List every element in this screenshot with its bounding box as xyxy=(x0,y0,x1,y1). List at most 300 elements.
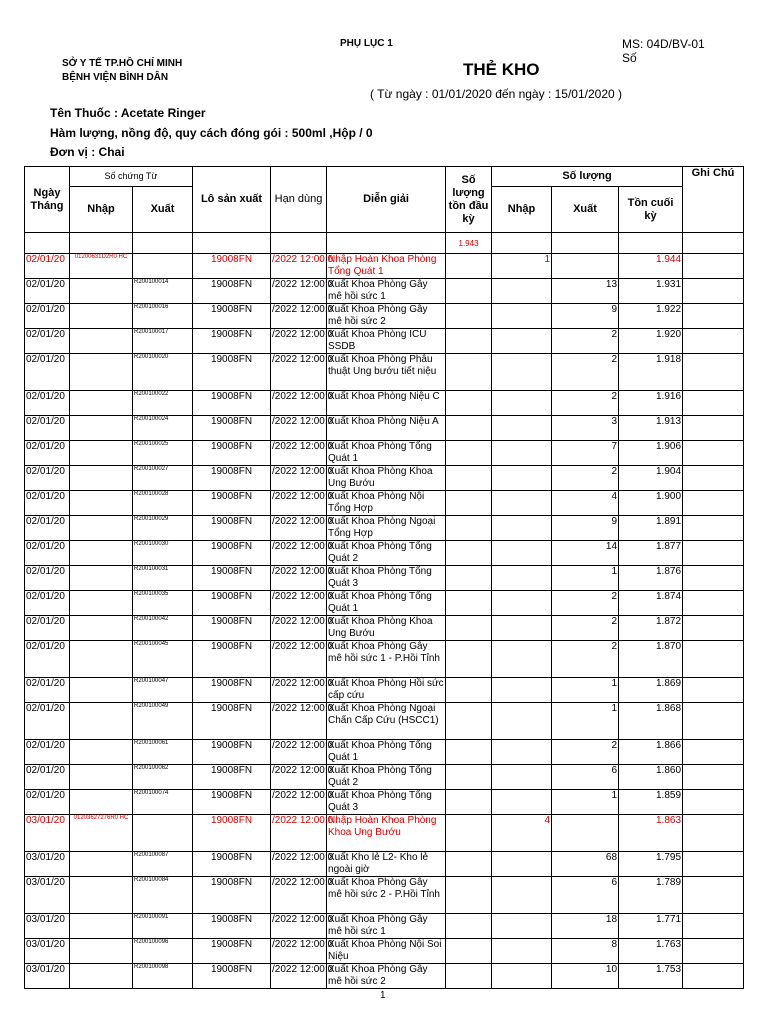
row-date: 02/01/20 xyxy=(25,765,70,790)
row-closing: 1.763 xyxy=(619,939,683,964)
row-qty-import xyxy=(492,566,552,591)
row-note xyxy=(683,591,744,616)
row-qty-import: 4 xyxy=(492,815,552,852)
row-expiry: /2022 12:00:0 xyxy=(271,541,327,566)
row-lot: 19008FN xyxy=(193,354,271,391)
row-note xyxy=(683,391,744,416)
row-expiry: /2022 12:00:0 xyxy=(271,354,327,391)
row-note xyxy=(683,703,744,740)
row-note xyxy=(683,616,744,641)
row-import-no xyxy=(70,964,133,989)
row-qty-export: 1 xyxy=(552,566,619,591)
row-lot: 19008FN xyxy=(193,877,271,914)
row-expiry: /2022 12:00:0 xyxy=(271,566,327,591)
row-closing: 1.795 xyxy=(619,852,683,877)
row-lot: 19008FN xyxy=(193,441,271,466)
row-qty-import xyxy=(492,304,552,329)
table-row xyxy=(25,416,744,441)
row-date: 03/01/20 xyxy=(25,815,70,852)
row-note xyxy=(683,416,744,441)
row-closing: 1.944 xyxy=(619,254,683,279)
row-opening xyxy=(446,765,492,790)
row-qty-export: 1 xyxy=(552,790,619,815)
row-expiry: /2022 12:00:0 xyxy=(271,254,327,279)
row-lot: 19008FN xyxy=(193,329,271,354)
table-row xyxy=(25,566,744,591)
row-import-no xyxy=(70,391,133,416)
row-date: 02/01/20 xyxy=(25,279,70,304)
row-closing: 1.931 xyxy=(619,279,683,304)
row-description: Xuất Khoa Phòng Phẫu thuật Ung bướu tiết niệu xyxy=(327,354,446,391)
row-export-no: R200100024 xyxy=(133,416,193,441)
row-export-no xyxy=(133,815,193,852)
row-note xyxy=(683,641,744,678)
row-qty-import xyxy=(492,541,552,566)
row-export-no xyxy=(133,254,193,279)
col-import-no: Nhập xyxy=(70,187,133,233)
row-opening xyxy=(446,491,492,516)
row-note xyxy=(683,516,744,541)
table-row xyxy=(25,466,744,491)
row-export-no: R200100098 xyxy=(133,964,193,989)
row-opening xyxy=(446,591,492,616)
row-export-no: R200100017 xyxy=(133,329,193,354)
row-export-no: R200100049 xyxy=(133,703,193,740)
row-export-no: R200100031 xyxy=(133,566,193,591)
row-import-no xyxy=(70,304,133,329)
row-export-no: R200100016 xyxy=(133,304,193,329)
page-title: THẺ KHO xyxy=(463,60,540,79)
row-qty-export: 8 xyxy=(552,939,619,964)
row-import-no xyxy=(70,354,133,391)
row-closing: 1.868 xyxy=(619,703,683,740)
row-date: 02/01/20 xyxy=(25,790,70,815)
row-opening xyxy=(446,939,492,964)
table-row xyxy=(25,441,744,466)
table-row xyxy=(25,939,744,964)
row-opening xyxy=(446,616,492,641)
row-export-no: R200100091 xyxy=(133,914,193,939)
table-row xyxy=(25,678,744,703)
row-expiry: /2022 12:00:0 xyxy=(271,641,327,678)
row-description: Nhập Hoàn Khoa Phòng Khoa Ung Bướu xyxy=(327,815,446,852)
row-note xyxy=(683,815,744,852)
row-qty-import xyxy=(492,354,552,391)
row-closing: 1.877 xyxy=(619,541,683,566)
appendix-label: PHỤ LỤC 1 xyxy=(340,38,393,49)
row-opening xyxy=(446,790,492,815)
row-date: 02/01/20 xyxy=(25,616,70,641)
row-description: Xuất Khoa Phòng Khoa Ung Bướu xyxy=(327,616,446,641)
row-import-no xyxy=(70,939,133,964)
row-qty-export: 9 xyxy=(552,516,619,541)
row-qty-import xyxy=(492,616,552,641)
row-expiry: /2022 12:00:0 xyxy=(271,329,327,354)
row-expiry: /2022 12:00:0 xyxy=(271,852,327,877)
row-import-no xyxy=(70,877,133,914)
row-description: Xuất Khoa Phòng Gây mê hồi sức 1 xyxy=(327,914,446,939)
row-lot: 19008FN xyxy=(193,616,271,641)
row-import-no xyxy=(70,790,133,815)
row-note xyxy=(683,678,744,703)
row-export-no: R200100045 xyxy=(133,641,193,678)
row-expiry: /2022 12:00:0 xyxy=(271,790,327,815)
row-expiry: /2022 12:00:0 xyxy=(271,491,327,516)
row-qty-import xyxy=(492,516,552,541)
row-qty-export: 14 xyxy=(552,541,619,566)
row-closing: 1.918 xyxy=(619,354,683,391)
row-qty-export: 7 xyxy=(552,441,619,466)
row-description: Xuất Khoa Phòng Tổng Quát 3 xyxy=(327,566,446,591)
table-row xyxy=(25,815,744,852)
row-lot: 19008FN xyxy=(193,541,271,566)
row-export-no: R200100096 xyxy=(133,939,193,964)
content-line: Hàm lượng, nồng độ, quy cách đóng gói : 500ml ,Hộp / 0 xyxy=(50,126,373,140)
col-qty-group: Số lượng xyxy=(492,167,683,187)
row-lot: 19008FN xyxy=(193,304,271,329)
form-code: MS: 04D/BV-01 xyxy=(622,37,705,51)
row-date: 02/01/20 xyxy=(25,541,70,566)
row-date: 02/01/20 xyxy=(25,416,70,441)
row-opening xyxy=(446,877,492,914)
row-opening xyxy=(446,852,492,877)
row-import-no xyxy=(70,914,133,939)
row-qty-import xyxy=(492,877,552,914)
col-qty-export: Xuất xyxy=(552,187,619,233)
row-qty-import xyxy=(492,740,552,765)
table-row xyxy=(25,703,744,740)
row-description: Xuất Khoa Phòng Tổng Quát 1 xyxy=(327,441,446,466)
row-note xyxy=(683,964,744,989)
so-label: Số xyxy=(622,51,637,65)
row-description: Xuất Khoa Phòng Gây mê hồi sức 2 xyxy=(327,964,446,989)
row-expiry: /2022 12:00:0 xyxy=(271,591,327,616)
row-qty-import xyxy=(492,641,552,678)
row-opening xyxy=(446,914,492,939)
col-export-no: Xuất xyxy=(133,187,193,233)
row-export-no: R200100027 xyxy=(133,466,193,491)
row-description: Xuất Khoa Phòng ICU SSDB xyxy=(327,329,446,354)
row-closing: 1.859 xyxy=(619,790,683,815)
row-qty-export: 68 xyxy=(552,852,619,877)
row-date: 02/01/20 xyxy=(25,740,70,765)
row-date: 02/01/20 xyxy=(25,516,70,541)
row-date: 02/01/20 xyxy=(25,466,70,491)
row-description: Nhập Hoàn Khoa Phòng Tổng Quát 1 xyxy=(327,254,446,279)
row-closing: 1.869 xyxy=(619,678,683,703)
row-opening xyxy=(446,466,492,491)
row-import-no xyxy=(70,765,133,790)
row-export-no: R200100035 xyxy=(133,591,193,616)
row-description: Xuất Khoa Phòng Niệu A xyxy=(327,416,446,441)
table-row xyxy=(25,852,744,877)
row-lot: 19008FN xyxy=(193,491,271,516)
row-opening xyxy=(446,641,492,678)
row-lot: 19008FN xyxy=(193,391,271,416)
row-opening xyxy=(446,566,492,591)
row-qty-export: 6 xyxy=(552,877,619,914)
row-expiry: /2022 12:00:0 xyxy=(271,616,327,641)
row-expiry: /2022 12:00:0 xyxy=(271,914,327,939)
row-expiry: /2022 12:00:0 xyxy=(271,304,327,329)
row-date: 03/01/20 xyxy=(25,877,70,914)
row-lot: 19008FN xyxy=(193,516,271,541)
row-description: Xuất Khoa Phòng Tổng Quát 2 xyxy=(327,541,446,566)
row-expiry: /2022 12:00:0 xyxy=(271,279,327,304)
row-export-no: R200100029 xyxy=(133,516,193,541)
row-description: Xuất Khoa Phòng Tổng Quát 2 xyxy=(327,765,446,790)
row-description: Xuất Khoa Phòng Khoa Ung Bướu xyxy=(327,466,446,491)
row-qty-export: 2 xyxy=(552,354,619,391)
row-qty-import xyxy=(492,591,552,616)
row-closing: 1.771 xyxy=(619,914,683,939)
row-qty-export: 10 xyxy=(552,964,619,989)
row-lot: 19008FN xyxy=(193,939,271,964)
opening-balance: 1.943 xyxy=(446,233,492,254)
row-lot: 19008FN xyxy=(193,416,271,441)
row-export-no: R200100062 xyxy=(133,765,193,790)
row-qty-export: 4 xyxy=(552,491,619,516)
row-note xyxy=(683,790,744,815)
table-row xyxy=(25,790,744,815)
col-expiry: Hạn dùng xyxy=(271,167,327,233)
row-import-no: 01200631D2R0 HC xyxy=(70,254,133,279)
row-lot: 19008FN xyxy=(193,678,271,703)
row-import-no xyxy=(70,591,133,616)
table-row xyxy=(25,541,744,566)
row-note xyxy=(683,939,744,964)
row-import-no: 01203627276R0 HC xyxy=(70,815,133,852)
row-closing: 1.870 xyxy=(619,641,683,678)
row-import-no xyxy=(70,541,133,566)
row-qty-import xyxy=(492,678,552,703)
row-qty-import: 1 xyxy=(492,254,552,279)
row-expiry: /2022 12:00:0 xyxy=(271,740,327,765)
drug-name-line: Tên Thuốc : Acetate Ringer xyxy=(50,106,206,120)
row-qty-import xyxy=(492,491,552,516)
row-import-no xyxy=(70,329,133,354)
row-description: Xuất Khoa Phòng Gây mê hồi sức 2 - P.Hồi Tỉnh xyxy=(327,877,446,914)
row-closing: 1.789 xyxy=(619,877,683,914)
table-row xyxy=(25,254,744,279)
col-voucher-group: Số chứng Từ xyxy=(70,167,193,187)
row-export-no: R200100022 xyxy=(133,391,193,416)
row-expiry: /2022 12:00:0 xyxy=(271,765,327,790)
row-lot: 19008FN xyxy=(193,591,271,616)
row-qty-export: 1 xyxy=(552,678,619,703)
row-date: 02/01/20 xyxy=(25,329,70,354)
row-qty-import xyxy=(492,441,552,466)
row-description: Xuất Khoa Phòng Ngoại Tổng Hợp xyxy=(327,516,446,541)
row-date: 02/01/20 xyxy=(25,591,70,616)
date-range: ( Từ ngày : 01/01/2020 đến ngày : 15/01/2020 ) xyxy=(370,87,622,101)
row-description: Xuất Khoa Phòng Tổng Quát 3 xyxy=(327,790,446,815)
row-expiry: /2022 12:00:0 xyxy=(271,815,327,852)
table-row xyxy=(25,516,744,541)
row-expiry: /2022 12:00:0 xyxy=(271,964,327,989)
row-description: Xuất Khoa Phòng Tổng Quát 1 xyxy=(327,591,446,616)
row-expiry: /2022 12:00:0 xyxy=(271,877,327,914)
row-date: 03/01/20 xyxy=(25,939,70,964)
row-qty-export: 2 xyxy=(552,466,619,491)
row-note xyxy=(683,354,744,391)
row-lot: 19008FN xyxy=(193,765,271,790)
row-import-no xyxy=(70,616,133,641)
row-qty-import xyxy=(492,790,552,815)
row-export-no: R200100061 xyxy=(133,740,193,765)
row-lot: 19008FN xyxy=(193,852,271,877)
row-closing: 1.891 xyxy=(619,516,683,541)
row-opening xyxy=(446,254,492,279)
row-note xyxy=(683,740,744,765)
unit-line: Đơn vị : Chai xyxy=(50,145,125,159)
table-row xyxy=(25,616,744,641)
row-opening xyxy=(446,354,492,391)
row-import-no xyxy=(70,279,133,304)
row-note xyxy=(683,541,744,566)
row-note xyxy=(683,304,744,329)
row-qty-export: 2 xyxy=(552,616,619,641)
row-lot: 19008FN xyxy=(193,566,271,591)
col-description: Diễn giải xyxy=(327,167,446,233)
row-opening xyxy=(446,304,492,329)
row-date: 02/01/20 xyxy=(25,641,70,678)
page-number: 1 xyxy=(380,990,386,1001)
row-description: Xuất Kho lẻ L2- Kho lẻ ngoài giờ xyxy=(327,852,446,877)
table-row xyxy=(25,329,744,354)
row-qty-export xyxy=(552,254,619,279)
row-expiry: /2022 12:00:0 xyxy=(271,441,327,466)
row-qty-export: 2 xyxy=(552,329,619,354)
row-lot: 19008FN xyxy=(193,254,271,279)
row-qty-import xyxy=(492,416,552,441)
row-import-no xyxy=(70,852,133,877)
row-qty-import xyxy=(492,765,552,790)
row-closing: 1.906 xyxy=(619,441,683,466)
row-qty-export xyxy=(552,815,619,852)
table-row xyxy=(25,765,744,790)
row-opening xyxy=(446,740,492,765)
row-export-no: R200100028 xyxy=(133,491,193,516)
row-description: Xuất Khoa Phòng Nội Tổng Hợp xyxy=(327,491,446,516)
row-date: 02/01/20 xyxy=(25,391,70,416)
row-closing: 1.913 xyxy=(619,416,683,441)
row-qty-export: 3 xyxy=(552,416,619,441)
row-note xyxy=(683,279,744,304)
row-description: Xuất Khoa Phòng Niệu C xyxy=(327,391,446,416)
table-row xyxy=(25,391,744,416)
row-opening xyxy=(446,703,492,740)
table-row xyxy=(25,354,744,391)
row-note xyxy=(683,466,744,491)
org-line-2: BỆNH VIỆN BÌNH DÂN xyxy=(62,72,169,83)
row-closing: 1.874 xyxy=(619,591,683,616)
row-qty-import xyxy=(492,329,552,354)
table-row xyxy=(25,641,744,678)
row-opening xyxy=(446,416,492,441)
row-export-no: R200100042 xyxy=(133,616,193,641)
row-opening xyxy=(446,964,492,989)
row-opening xyxy=(446,678,492,703)
row-date: 03/01/20 xyxy=(25,852,70,877)
row-note xyxy=(683,877,744,914)
row-import-no xyxy=(70,466,133,491)
row-lot: 19008FN xyxy=(193,964,271,989)
row-date: 02/01/20 xyxy=(25,566,70,591)
row-date: 03/01/20 xyxy=(25,964,70,989)
row-export-no: R200100020 xyxy=(133,354,193,391)
row-export-no: R200100074 xyxy=(133,790,193,815)
row-lot: 19008FN xyxy=(193,703,271,740)
row-export-no: R200100047 xyxy=(133,678,193,703)
table-row xyxy=(25,914,744,939)
row-qty-export: 2 xyxy=(552,391,619,416)
row-description: Xuất Khoa Phòng Nội Soi Niệu xyxy=(327,939,446,964)
col-closing: Tồn cuối kỳ xyxy=(619,187,683,233)
row-date: 02/01/20 xyxy=(25,491,70,516)
row-export-no: R200100030 xyxy=(133,541,193,566)
row-closing: 1.876 xyxy=(619,566,683,591)
col-lot: Lô sản xuất xyxy=(193,167,271,233)
row-import-no xyxy=(70,416,133,441)
row-expiry: /2022 12:00:0 xyxy=(271,678,327,703)
row-lot: 19008FN xyxy=(193,641,271,678)
row-qty-export: 2 xyxy=(552,740,619,765)
col-opening: Số lượng tồn đầu kỳ xyxy=(446,167,492,233)
row-closing: 1.860 xyxy=(619,765,683,790)
row-lot: 19008FN xyxy=(193,815,271,852)
table-row xyxy=(25,491,744,516)
row-note xyxy=(683,491,744,516)
row-qty-import xyxy=(492,391,552,416)
row-expiry: /2022 12:00:0 xyxy=(271,416,327,441)
row-description: Xuất Khoa Phòng Ngoại Chấn Cấp Cứu (HSCC1) xyxy=(327,703,446,740)
row-closing: 1.866 xyxy=(619,740,683,765)
row-date: 03/01/20 xyxy=(25,914,70,939)
row-note xyxy=(683,441,744,466)
row-import-no xyxy=(70,441,133,466)
row-qty-export: 13 xyxy=(552,279,619,304)
row-date: 02/01/20 xyxy=(25,304,70,329)
row-expiry: /2022 12:00:0 xyxy=(271,391,327,416)
row-qty-import xyxy=(492,939,552,964)
row-export-no: R200100087 xyxy=(133,852,193,877)
row-qty-import xyxy=(492,852,552,877)
row-expiry: /2022 12:00:0 xyxy=(271,939,327,964)
row-export-no: R200100025 xyxy=(133,441,193,466)
row-import-no xyxy=(70,516,133,541)
row-qty-import xyxy=(492,964,552,989)
row-qty-export: 1 xyxy=(552,703,619,740)
row-opening xyxy=(446,329,492,354)
row-lot: 19008FN xyxy=(193,790,271,815)
row-qty-export: 9 xyxy=(552,304,619,329)
row-closing: 1.904 xyxy=(619,466,683,491)
col-date: Ngày Tháng xyxy=(25,167,70,233)
row-date: 02/01/20 xyxy=(25,354,70,391)
row-expiry: /2022 12:00:0 xyxy=(271,466,327,491)
col-note: Ghi Chú xyxy=(683,167,744,233)
row-description: Xuất Khoa Phòng Hồi sức cấp cứu xyxy=(328,678,444,701)
row-closing: 1.753 xyxy=(619,964,683,989)
row-date: 02/01/20 xyxy=(25,703,70,740)
row-import-no xyxy=(70,491,133,516)
row-note xyxy=(683,566,744,591)
row-lot: 19008FN xyxy=(193,914,271,939)
row-opening xyxy=(446,516,492,541)
row-opening xyxy=(446,815,492,852)
row-expiry: /2022 12:00:0 xyxy=(271,516,327,541)
